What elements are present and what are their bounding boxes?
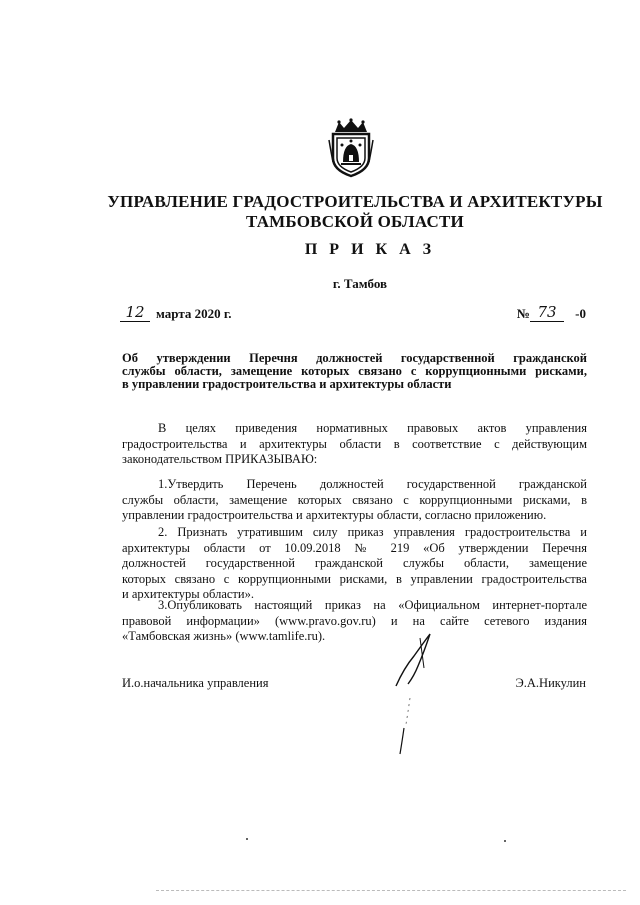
number-suffix: -0 <box>575 306 586 321</box>
text-line: законодательством ПРИКАЗЫВАЮ: <box>122 452 318 466</box>
scan-speck <box>504 840 506 842</box>
text-line: 3.Опубликовать настоящий приказ на «Официальном интернет-портале <box>158 598 587 612</box>
subject-line: службы области, замещение которых связано с коррупционными рисками, <box>122 364 587 378</box>
text-line: архитектуры области от 10.09.2018 № 219 «Об утверждении Перечня <box>122 540 587 555</box>
item-1-paragraph <box>122 477 587 524</box>
signer-name: Э.А.Никулин <box>515 676 586 690</box>
date-month-year: марта 2020 г. <box>156 306 232 321</box>
text-line: которых связано с коррупционными рисками, в управлении градостроительства <box>122 571 587 586</box>
text-line: В целях приведения нормативных правовых актов управления <box>158 421 587 435</box>
text-line: градостроительства и архитектуры области в соответствие с действующим <box>122 436 587 451</box>
number-label: № <box>516 306 530 321</box>
organization-name-line2: ТАМБОВСКОЙ ОБЛАСТИ <box>246 212 464 231</box>
subject-line: Об утверждении Перечня должностей государственной гражданской <box>122 351 587 365</box>
coat-of-arms-icon <box>327 118 375 178</box>
date-number-line <box>120 303 586 326</box>
scan-edge <box>156 890 626 891</box>
text-line: и архитектуры области». <box>122 587 254 601</box>
text-line: управлении градостроительства и архитектуры области, согласно приложению. <box>122 508 547 522</box>
document-type: П Р И К А З <box>304 241 436 258</box>
subject-line: в управлении градостроительства и архитектуры области <box>122 377 452 391</box>
handwritten-signature <box>384 628 444 758</box>
text-line: «Тамбовская жизнь» (www.tamlife.ru). <box>122 629 326 643</box>
item-3-paragraph <box>122 598 587 645</box>
signer-role: И.о.начальника управления <box>122 676 269 690</box>
item-2-paragraph <box>122 525 587 603</box>
text-line: 1.Утвердить Перечень должностей государственной гражданской <box>158 477 587 491</box>
organization-name-line1: УПРАВЛЕНИЕ ГРАДОСТРОИТЕЛЬСТВА И АРХИТЕКТУРЫ <box>107 192 603 211</box>
number-handwritten: 73 <box>530 303 564 322</box>
text-line: правовой информации» (www.pravo.gov.ru) и на сайте сетевого издания <box>122 613 587 628</box>
text-line: службы области, замещение которых связано с коррупционными рисками, в <box>122 492 587 507</box>
intro-paragraph <box>122 421 587 468</box>
scan-speck <box>246 838 248 840</box>
text-line: 2. Признать утратившим силу приказ управления градостроительства и <box>158 525 587 539</box>
order-subject <box>122 352 587 391</box>
text-line: должностей государственной гражданской службы области, замещение <box>122 556 587 570</box>
date-day-handwritten: 12 <box>120 303 150 322</box>
city: г. Тамбов <box>332 276 388 291</box>
